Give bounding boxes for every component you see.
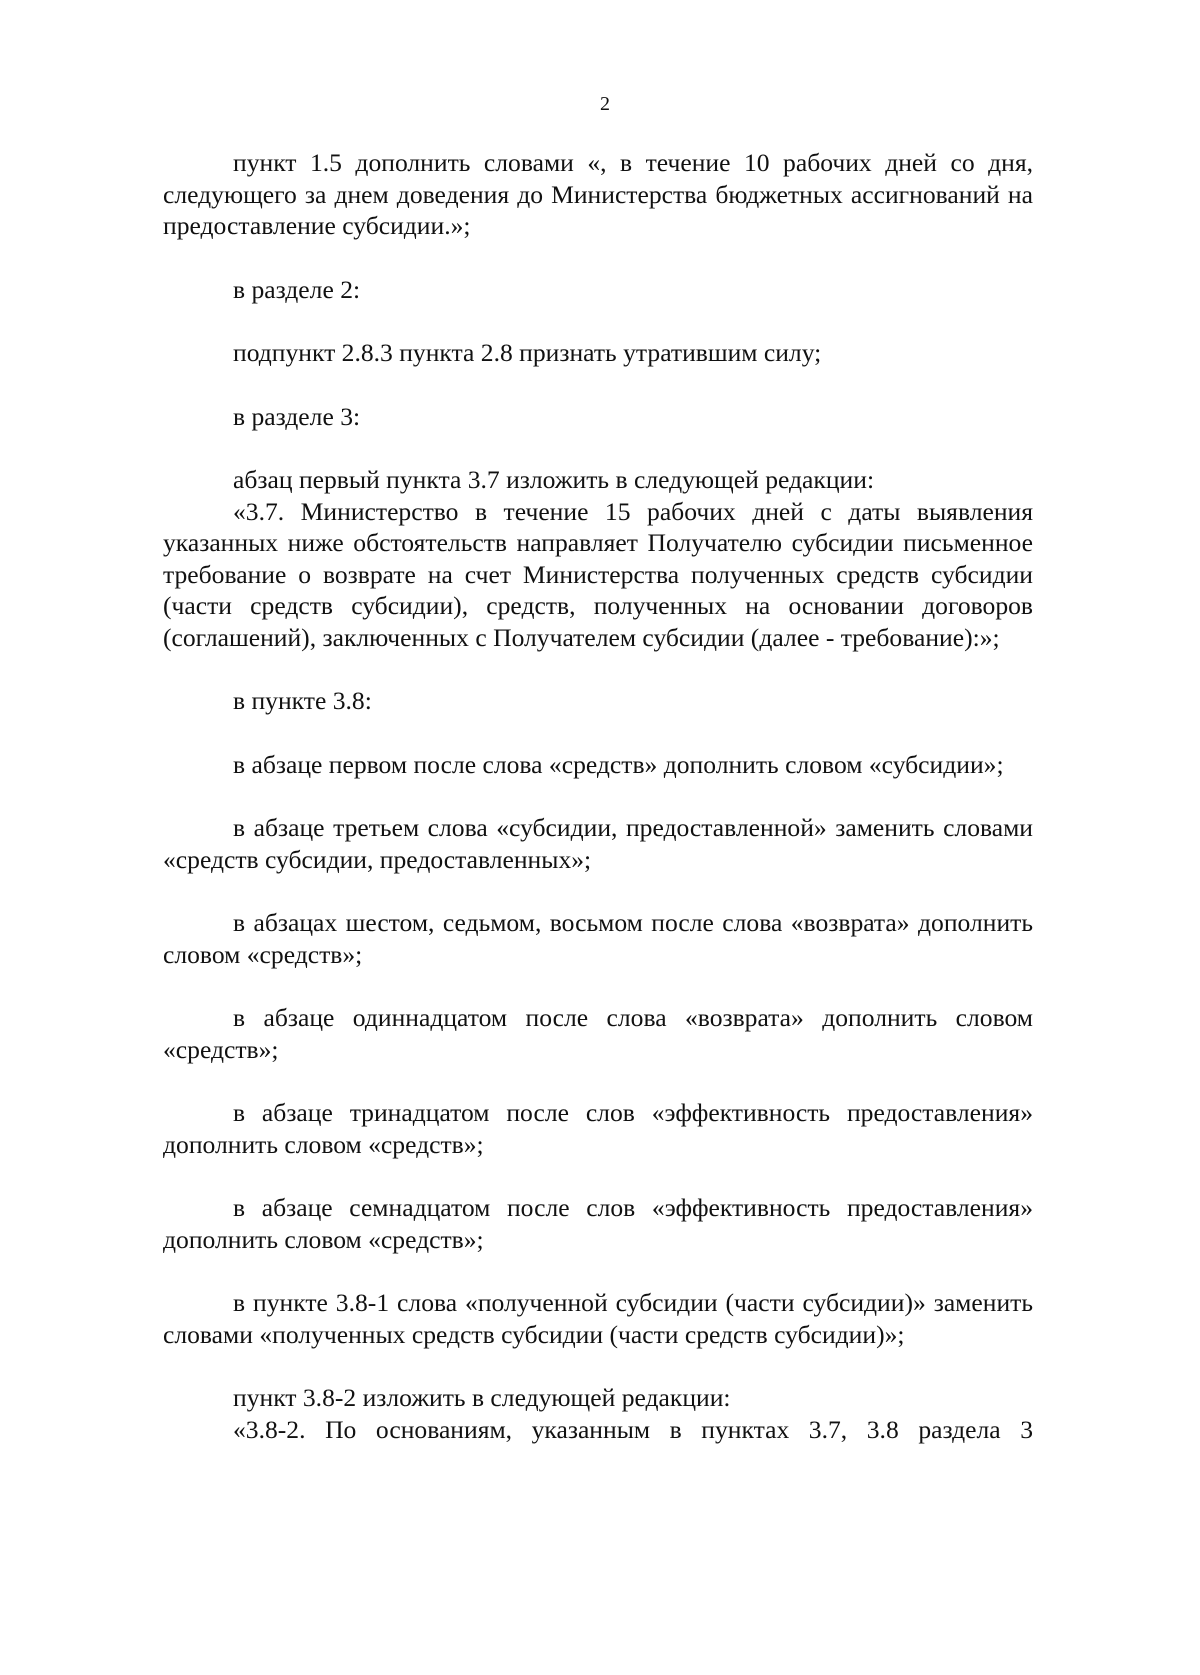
paragraph-3-8-abz-6-8: в абзацах шестом, седьмом, восьмом после слова «возврата» дополнить словом «средств»;: [163, 908, 1033, 969]
page-number: 2: [600, 93, 610, 115]
paragraph-3-8-abz-17: в абзаце семнадцатом после слов «эффективность предоставления» дополнить словом «средств»;: [163, 1193, 1033, 1254]
paragraph-3-8-abz-13: в абзаце тринадцатом после слов «эффективность предоставления» дополнить словом «средств»;: [163, 1098, 1033, 1159]
paragraph-item-3-8-intro: в пункте 3.8:: [233, 686, 372, 715]
paragraph-item-1-5: пункт 1.5 дополнить словами «, в течение 10 рабочих дней со дня, следующего за днем доведения до Министерства бюджетных ассигнований на предоставление субсидии.»;: [163, 148, 1033, 240]
paragraph-3-8-abz-11: в абзаце одиннадцатом после слова «возврата» дополнить словом «средств»;: [163, 1003, 1033, 1064]
paragraph-item-3-8-1: в пункте 3.8-1 слова «полученной субсидии (части субсидии)» заменить словами «полученных средств субсидии (части средств субсидии)»;: [163, 1288, 1033, 1349]
paragraph-item-3-7-text: «3.7. Министерство в течение 15 рабочих дней с даты выявления указанных ниже обстоятельств направляет Получателю субсидии письменное требование о возврате на счет Министерства полученных средств субсидии (части средств субсидии), средств, полученных на основании договоров (соглашений), заключенных с Получателем субсидии (далее - требование):»;: [163, 496, 1033, 652]
paragraph-3-8-abz-1: в абзаце первом после слова «средств» дополнить словом «субсидии»;: [233, 749, 1004, 779]
paragraph-section-3: в разделе 3:: [233, 401, 361, 431]
paragraph-subitem-2-8-3: подпункт 2.8.3 пункта 2.8 признать утратившим силу;: [233, 338, 822, 367]
paragraph-item-3-8-2-intro: пункт 3.8-2 изложить в следующей редакции:: [233, 1383, 731, 1412]
paragraph-item-3-7-intro: абзац первый пункта 3.7 изложить в следующей редакции:: [233, 465, 875, 494]
paragraph-item-3-8-2-text: «3.8-2. По основаниям, указанным в пунктах 3.7, 3.8 раздела 3: [233, 1414, 1033, 1444]
document-body: [163, 147, 1033, 1445]
paragraph-section-2: в разделе 2:: [233, 274, 361, 304]
paragraph-3-8-abz-3: в абзаце третьем слова «субсидии, предоставленной» заменить словами «средств субсидии, предоставленных»;: [163, 813, 1033, 874]
